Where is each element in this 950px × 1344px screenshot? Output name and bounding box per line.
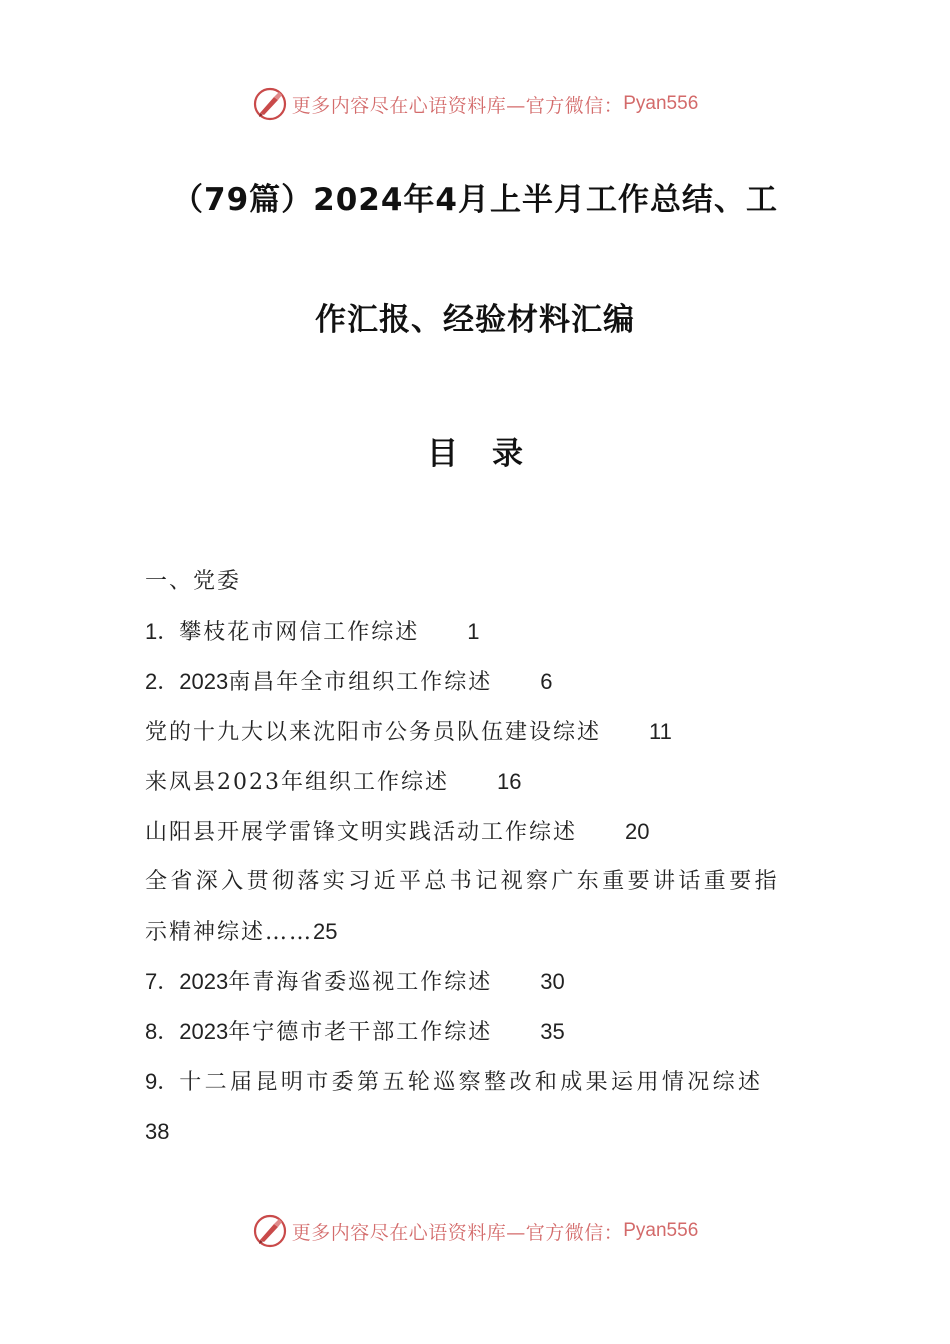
toc-item-title: 山阳县开展学雷锋文明实践活动工作综述 bbox=[145, 820, 578, 845]
toc-section-label: 一、党委 bbox=[145, 569, 242, 594]
toc-item-title: 全省深入贯彻落实习近平总书记视察广东重要讲话重要指 bbox=[145, 869, 781, 894]
toc-item-continued[interactable] bbox=[145, 1112, 815, 1162]
toc-item-page: 35 bbox=[540, 1019, 565, 1044]
toc-heading: 目录 bbox=[427, 436, 557, 472]
toc-item-page: 1 bbox=[467, 619, 480, 644]
toc-item-title: 年宁德市老干部工作综述 bbox=[228, 1020, 493, 1045]
header-banner bbox=[0, 84, 950, 124]
toc-item[interactable] bbox=[145, 962, 815, 1012]
toc-item-continued[interactable] bbox=[145, 912, 815, 962]
toc-item-title: 十二届昆明市委第五轮巡察整改和成果运用情况综述 bbox=[179, 1070, 764, 1095]
toc-item-title: 来凤县2023年组织工作综述 bbox=[145, 770, 449, 795]
document-title-line-1: （79篇）2024年4月上半月工作总结、工 bbox=[172, 182, 778, 218]
toc-item-page: 20 bbox=[625, 819, 650, 844]
toc-item-number: 9． bbox=[145, 1069, 180, 1094]
document-title-line-2: 作汇报、经验材料汇编 bbox=[315, 302, 635, 338]
toc-item-number: 7．2023 bbox=[145, 969, 229, 994]
toc-item[interactable] bbox=[145, 662, 815, 712]
toc-item-page: 11 bbox=[649, 719, 672, 744]
toc-item[interactable] bbox=[145, 862, 815, 912]
pen-logo-icon bbox=[252, 1213, 288, 1249]
toc-item[interactable] bbox=[145, 612, 815, 662]
toc-item-page: 30 bbox=[540, 969, 565, 994]
toc-item[interactable] bbox=[145, 1062, 815, 1112]
toc-item-title-continued: 示精神综述…… bbox=[145, 920, 314, 945]
banner-text: 更多内容尽在心语资料库—官方微信： bbox=[291, 1221, 624, 1244]
toc-item-title: 党的十九大以来沈阳市公务员队伍建设综述 bbox=[145, 720, 602, 745]
toc-item-number: 2．2023 bbox=[145, 669, 229, 694]
banner-wechat-id: Pyan556 bbox=[623, 93, 699, 114]
toc-item[interactable] bbox=[145, 762, 815, 812]
toc-item[interactable] bbox=[145, 712, 815, 762]
toc-section bbox=[145, 562, 815, 612]
banner-wechat-id: Pyan556 bbox=[623, 1220, 699, 1241]
toc-item-title: 攀枝花市网信工作综述 bbox=[179, 620, 420, 645]
banner-text: 更多内容尽在心语资料库—官方微信： bbox=[291, 94, 624, 117]
toc-item-page: 16 bbox=[497, 769, 522, 794]
table-of-contents bbox=[145, 562, 815, 1162]
toc-item-page: 25 bbox=[313, 919, 338, 944]
footer-banner bbox=[0, 1211, 950, 1251]
toc-item-number: 1． bbox=[145, 619, 180, 644]
toc-item-title: 南昌年全市组织工作综述 bbox=[228, 670, 493, 695]
toc-item[interactable] bbox=[145, 812, 815, 862]
toc-item-title: 年青海省委巡视工作综述 bbox=[228, 970, 493, 995]
toc-item-number: 8．2023 bbox=[145, 1019, 229, 1044]
pen-logo-icon bbox=[252, 86, 288, 122]
toc-item[interactable] bbox=[145, 1012, 815, 1062]
toc-item-page: 38 bbox=[145, 1119, 170, 1144]
toc-item-page: 6 bbox=[540, 669, 553, 694]
